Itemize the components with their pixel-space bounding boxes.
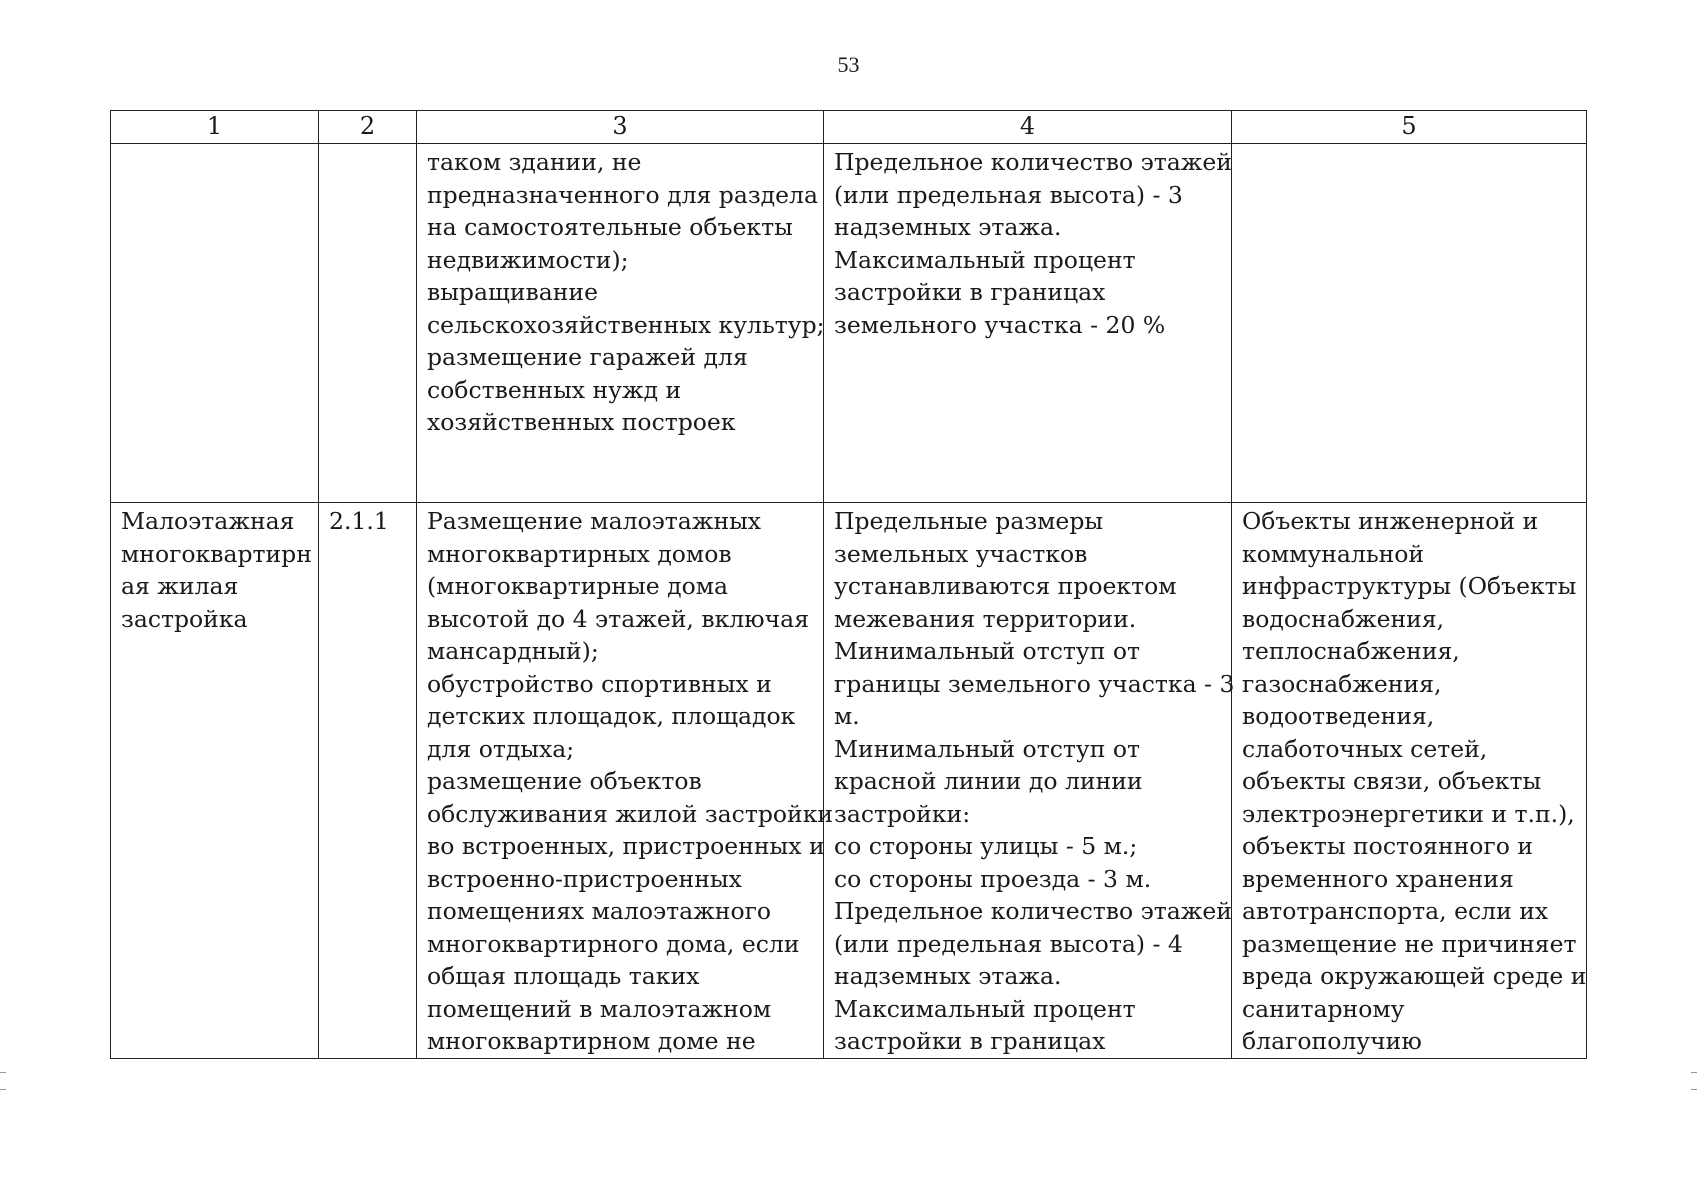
text-line: Минимальный отступ от [834,734,1140,763]
cell-land-use-code [319,503,417,1059]
text-line: коммунальной [1242,539,1425,568]
text-line: многоквартирн [121,539,312,568]
text-line: собственных нужд и [427,375,682,404]
text-line: размещение гаражей для [427,343,748,371]
text-line: размещение объектов [427,767,702,795]
text-line: водоотведения, [1242,702,1435,730]
text-line: на самостоятельные объекты [427,213,793,241]
text-line: сельскохозяйственных культур; [427,310,825,339]
text-line: со стороны проезда - 3 м. [834,864,1152,893]
text-line: застройка [121,604,248,633]
text-line: надземных этажа. [834,213,1062,241]
text-line: электроэнергетики и т.п.), [1242,799,1575,828]
text-line: обслуживания жилой застройки [427,799,834,828]
text-line: межевания территории. [834,604,1137,633]
text-line: ая жилая [121,572,239,600]
text-line: многоквартирных домов [427,539,732,568]
header-col-1: 1 [111,111,319,144]
text-line: временного хранения [1242,864,1514,893]
text-line: водоснабжения, [1242,604,1445,633]
text-line: мансардный); [427,637,599,665]
text-line: выращивание [427,278,598,306]
text-line: красной линии до линии [834,767,1143,795]
cell-land-use-name [111,503,319,1059]
text-line: Малоэтажная [121,507,295,535]
text-line: благополучию [1242,1027,1422,1055]
cell-auxiliary-uses [1232,503,1587,1059]
text-line: многоквартирного дома, если [427,929,800,958]
text-line: м. [834,702,860,730]
text-line: земельных участков [834,539,1088,568]
text-line: вреда окружающей среде и [1242,962,1587,990]
cell-permitted-use-description [417,503,834,1059]
text-line: детских площадок, площадок [427,702,796,730]
page-number: 53 [837,52,860,77]
zoning-table [110,110,1587,1059]
text-line: Минимальный отступ от [834,637,1140,665]
text-line: таком здании, не [427,148,642,176]
cell-building-parameters [824,144,1232,503]
text-line: газоснабжения, [1242,669,1442,698]
text-line: хозяйственных построек [427,408,736,436]
text-line: для отдыха; [427,734,575,763]
header-col-4: 4 [824,111,1232,144]
text-line: общая площадь таких [427,962,700,990]
text-line: Максимальный процент [834,245,1136,274]
header-row [111,111,1587,144]
cell-building-parameters [824,503,1235,1059]
text-line: обустройство спортивных и [427,669,772,698]
header-col-2: 2 [319,111,417,144]
text-line: слаботочных сетей, [1242,734,1488,763]
table-row-continued [111,144,1587,503]
text-line: теплоснабжения, [1242,637,1460,665]
cell-land-use-name [111,144,319,503]
text-line: со стороны улицы - 5 м.; [834,832,1138,860]
right-margin-mark [1691,1072,1697,1090]
text-line: границы земельного участка - 3 [834,669,1235,698]
text-line: предназначенного для раздела [427,180,818,209]
text-line: объекты связи, объекты [1242,767,1542,795]
text-line: надземных этажа. [834,962,1062,990]
text-line: устанавливаются проектом [834,572,1177,600]
text-line: 2.1.1 [329,507,389,535]
text-line: Предельное количество этажей [834,148,1232,176]
left-margin-mark [0,1072,6,1090]
text-line: помещениях малоэтажного [427,897,772,925]
text-line: застройки: [834,799,971,828]
text-line: (или предельная высота) - 4 [834,929,1183,958]
text-line: во встроенных, пристроенных и [427,832,825,860]
text-line: Предельные размеры [834,507,1104,535]
text-line: Максимальный процент [834,994,1136,1023]
text-line: многоквартирном доме не [427,1027,756,1055]
cell-land-use-code [319,144,417,503]
cell-auxiliary-uses [1232,144,1587,503]
text-line: объекты постоянного и [1242,832,1534,860]
text-line: земельного участка - 20 % [834,310,1166,339]
text-line: размещение не причиняет [1242,929,1577,958]
text-line: застройки в границах [834,278,1106,306]
text-line: инфраструктуры (Объекты [1242,572,1577,600]
text-line: встроенно-пристроенных [427,864,742,893]
text-line: (или предельная высота) - 3 [834,180,1183,209]
text-line: помещений в малоэтажном [427,994,772,1023]
text-line: (многоквартирные дома [427,572,729,600]
header-col-5: 5 [1232,111,1587,144]
text-line: Предельное количество этажей [834,897,1232,925]
header-col-3: 3 [417,111,824,144]
text-line: недвижимости); [427,245,629,274]
cell-permitted-use-description [417,144,824,503]
text-line: застройки в границах [834,1027,1106,1055]
text-line: санитарному [1242,994,1405,1023]
table-row-low-rise-housing [111,503,1587,1059]
text-line: Размещение малоэтажных [427,507,762,535]
text-line: автотранспорта, если их [1242,897,1549,925]
text-line: высотой до 4 этажей, включая [427,604,810,633]
text-line: Объекты инженерной и [1242,507,1539,535]
